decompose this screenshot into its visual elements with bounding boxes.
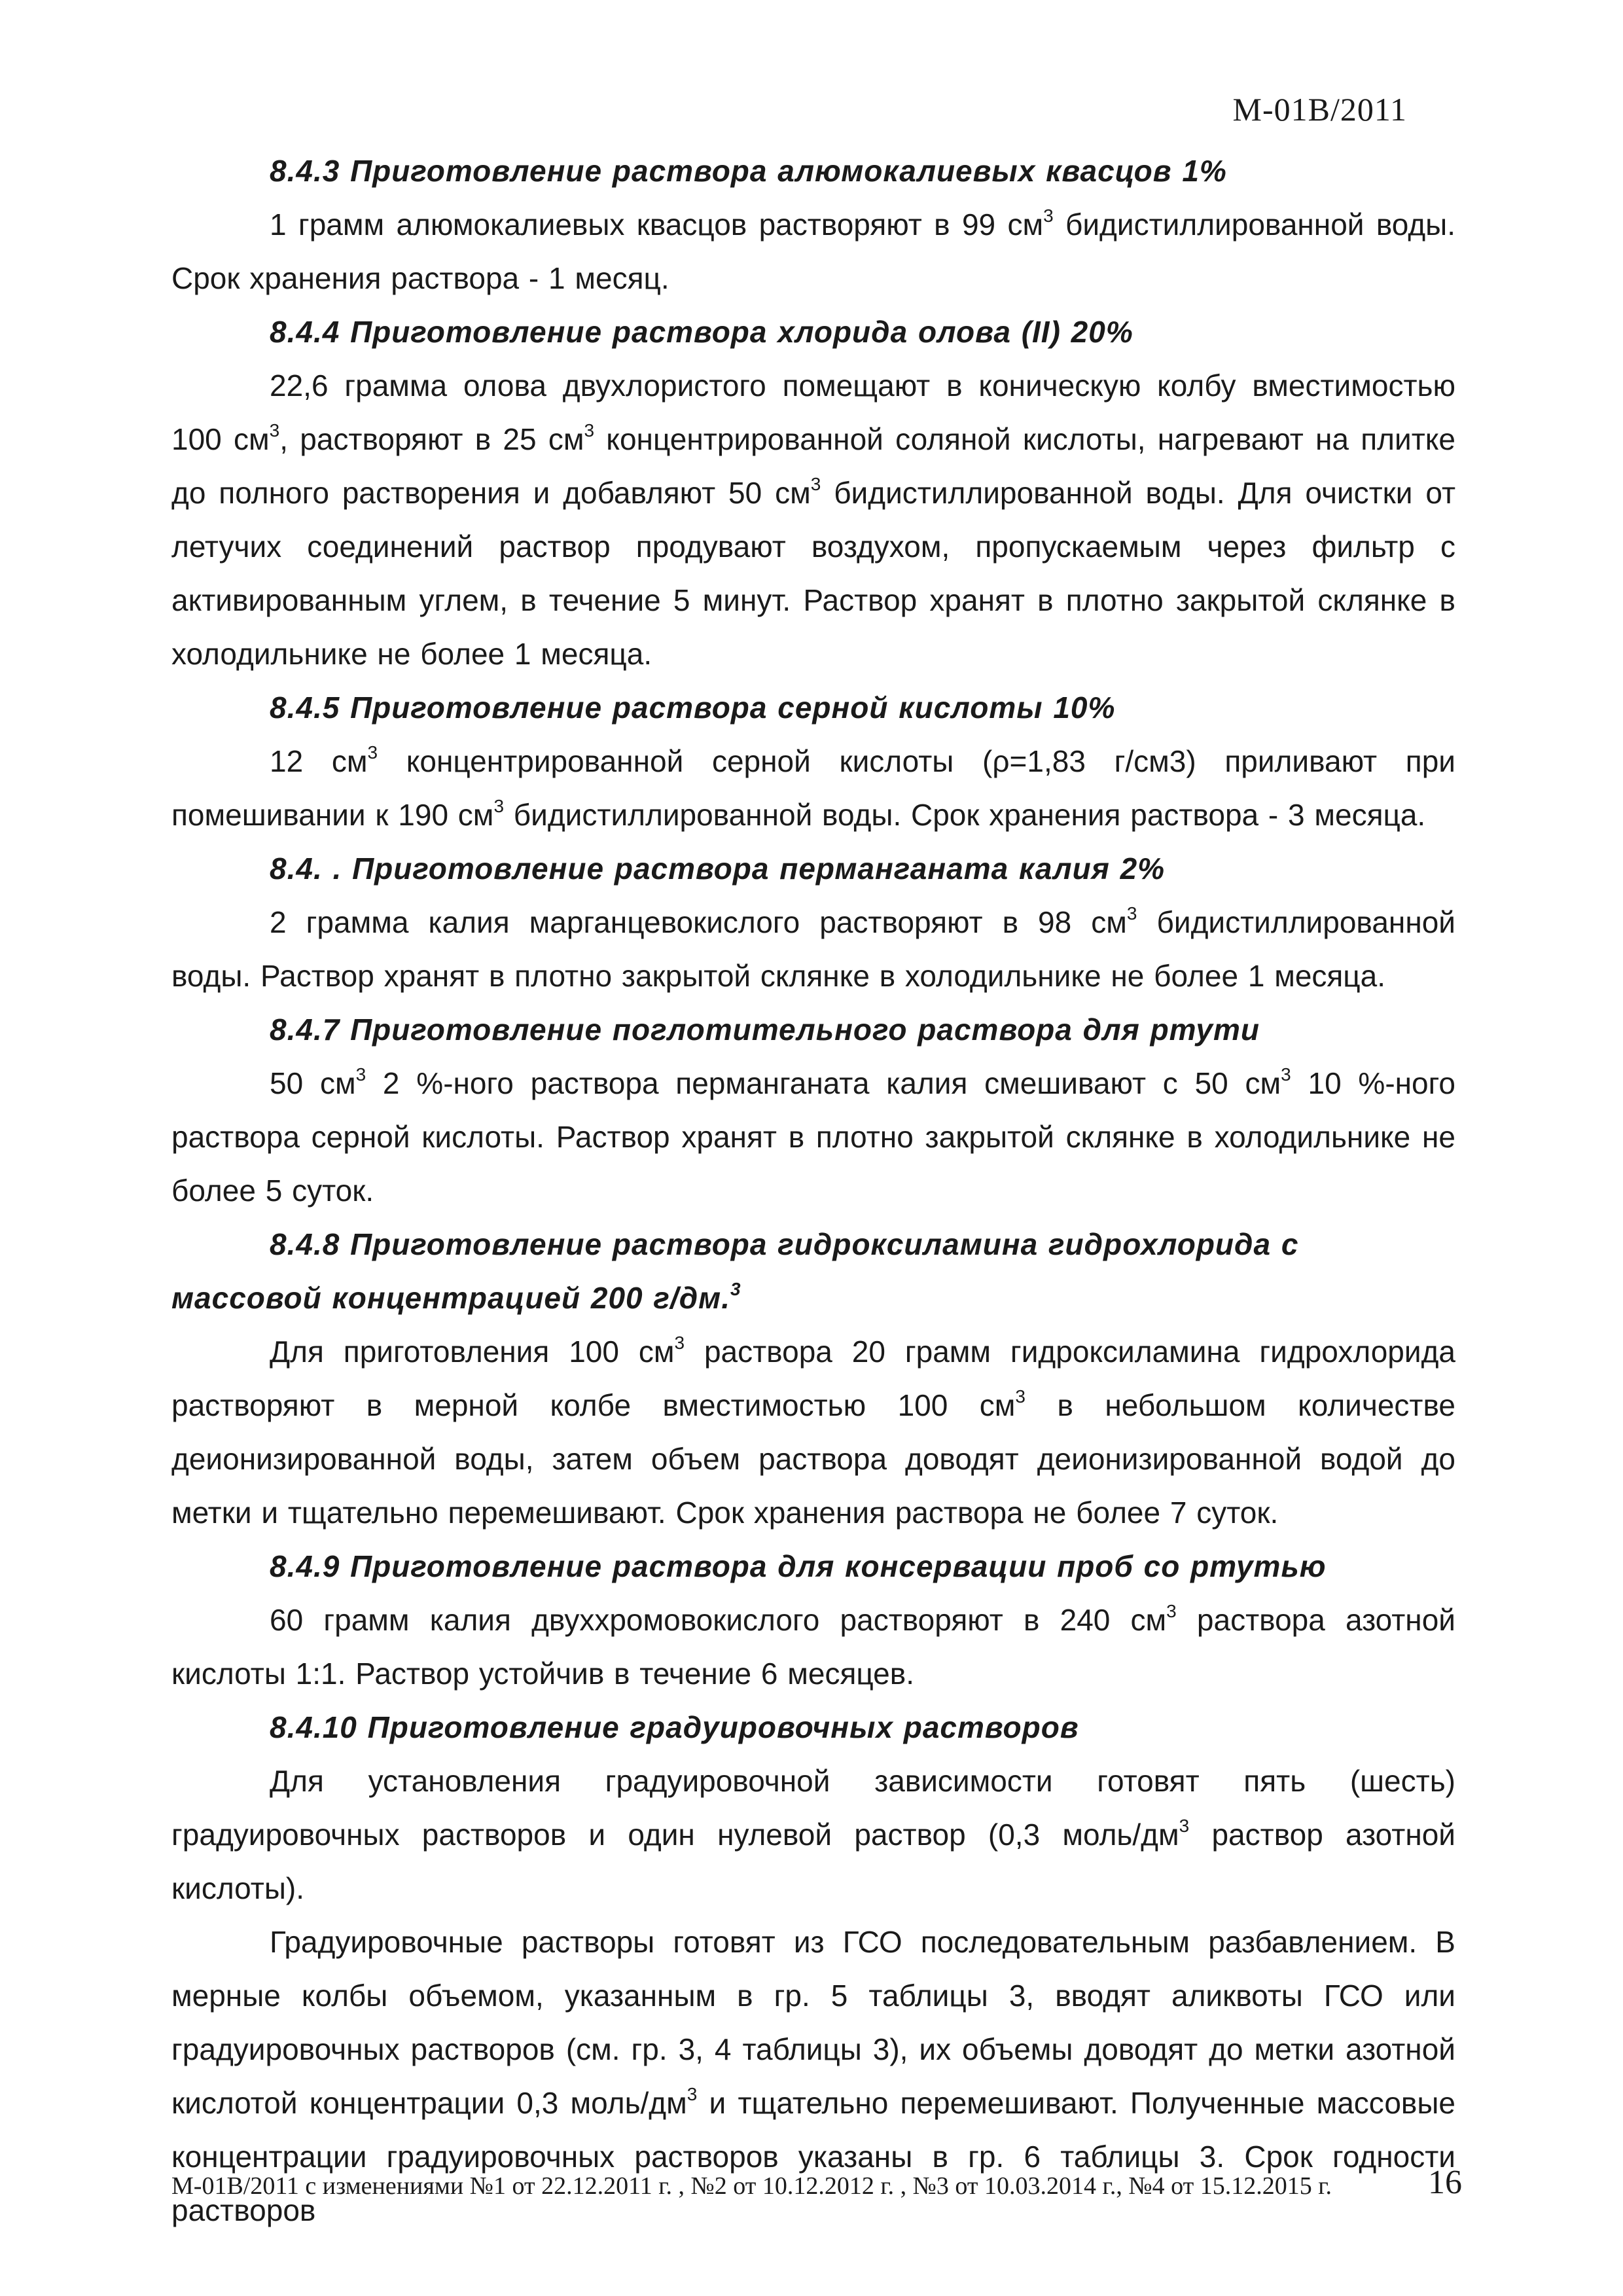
- paragraph-8-4-3: 1 грамм алюмокалиевых квасцов растворяют в 99 $см^3$ бидистиллированной воды. Срок хранения раствора - 1 месяц.: [171, 205, 1456, 295]
- section-title-8-4-4: 8.4.4 Приготовление раствора хлорида олова (II) 20%: [270, 315, 1133, 349]
- paragraph-8-4-8: Для приготовления 100 $см^3$ раствора 20 грамм гидроксиламина гидрохлорида растворяют в мерной колбе вместимостью 100 $см^3$ в небольшом количестве деионизированной воды, затем объем раствора доводят деионизированной водой до метки и тщательно перемешивают. Срок хранения раствора не более 7 суток.: [171, 1332, 1455, 1530]
- section-title-8-4-9: 8.4.9 Приготовление раствора для консервации проб со ртутью: [270, 1549, 1327, 1583]
- section-title-8-4-5: 8.4.5 Приготовление раствора серной кислоты 10%: [270, 691, 1116, 725]
- paragraph-8-4-9: 60 грамм калия двуххромовокислого растворяют в 240 $см^3$ раствора азотной кислоты 1:1. Раствор устойчив в течение 6 месяцев.: [171, 1600, 1455, 1691]
- section-title-8-4-8: 8.4.8 Приготовление раствора гидроксиламина гидрохлорида с массовой концентрацией 200 г/дм.$^3$: [171, 1227, 1299, 1315]
- section-title-8-4-7: 8.4.7 Приготовление поглотительного раствора для ртути: [270, 1013, 1260, 1047]
- section-title-8-4-3: 8.4.3 Приготовление раствора алюмокалиевых квасцов 1%: [270, 154, 1227, 188]
- paragraph-8-4-10-b: Градуировочные растворы готовят из ГСО последовательным разбавлением. В мерные колбы объемом, указанным в гр. 5 таблицы 3, вводят аликвоты ГСО или градуировочных растворов (см. гр. 3, 4 таблицы 3), их объемы доводят до метки азотной кислотой концентрации 0,3 моль/$дм^3$ и тщательно перемешивают. Полученные массовые концентрации градуировочных растворов указаны в гр. 6 таблицы 3. Срок годности растворов: [171, 1925, 1455, 2227]
- document-code: М-01В/2011: [1232, 91, 1407, 128]
- paragraph-8-4-4: 22,6 грамма олова двухлористого помещают в коническую колбу вместимостью 100 $см^3$, растворяют в 25 $см^3$ концентрированной соляной кислоты, нагревают на плитке до полного растворения и добавляют 50 $см^3$ бидистиллированной воды. Для очистки от летучих соединений раствор продувают воздухом, пропускаемым через фильтр с активированным углем, в течение 5 минут. Раствор хранят в плотно закрытой склянке в холодильнике не более 1 месяца.: [171, 368, 1456, 671]
- section-title-8-4-10: 8.4.10 Приготовление градуировочных растворов: [270, 1710, 1079, 1744]
- paragraph-8-4-6: 2 грамма калия марганцевокислого растворяют в 98 $см^3$ бидистиллированной воды. Раствор хранят в плотно закрытой склянке в холодильнике не более 1 месяца.: [171, 903, 1455, 993]
- section-title-8-4-6: 8.4. . Приготовление раствора перманганата калия 2%: [270, 852, 1166, 886]
- document-body: [171, 144, 1455, 2237]
- paragraph-8-4-10-a: Для установления градуировочной зависимости готовят пять (шесть) градуировочных растворов и один нулевой раствор (0,3 моль/$дм^3$ раствор азотной кислоты).: [171, 1764, 1455, 1905]
- footer-revision-note: М-01В/2011 с изменениями №1 от 22.12.2011 г. , №2 от 10.12.2012 г. , №3 от 10.03.2014 г., №4 от 15.12.2015 г.: [171, 2172, 1332, 2200]
- page-number: 16: [1428, 2164, 1462, 2201]
- paragraph-8-4-5: 12 $см^3$ концентрированной серной кислоты (ρ=1,83 г/см3) приливают при помешивании к 190 $см^3$ бидистиллированной воды. Срок хранения раствора - 3 месяца.: [171, 742, 1455, 832]
- paragraph-8-4-7: 50 $см^3$ 2 %-ного раствора перманганата калия смешивают с 50 $см^3$ 10 %-ного раствора серной кислоты. Раствор хранят в плотно закрытой склянке в холодильнике не более 5 суток.: [171, 1064, 1455, 1208]
